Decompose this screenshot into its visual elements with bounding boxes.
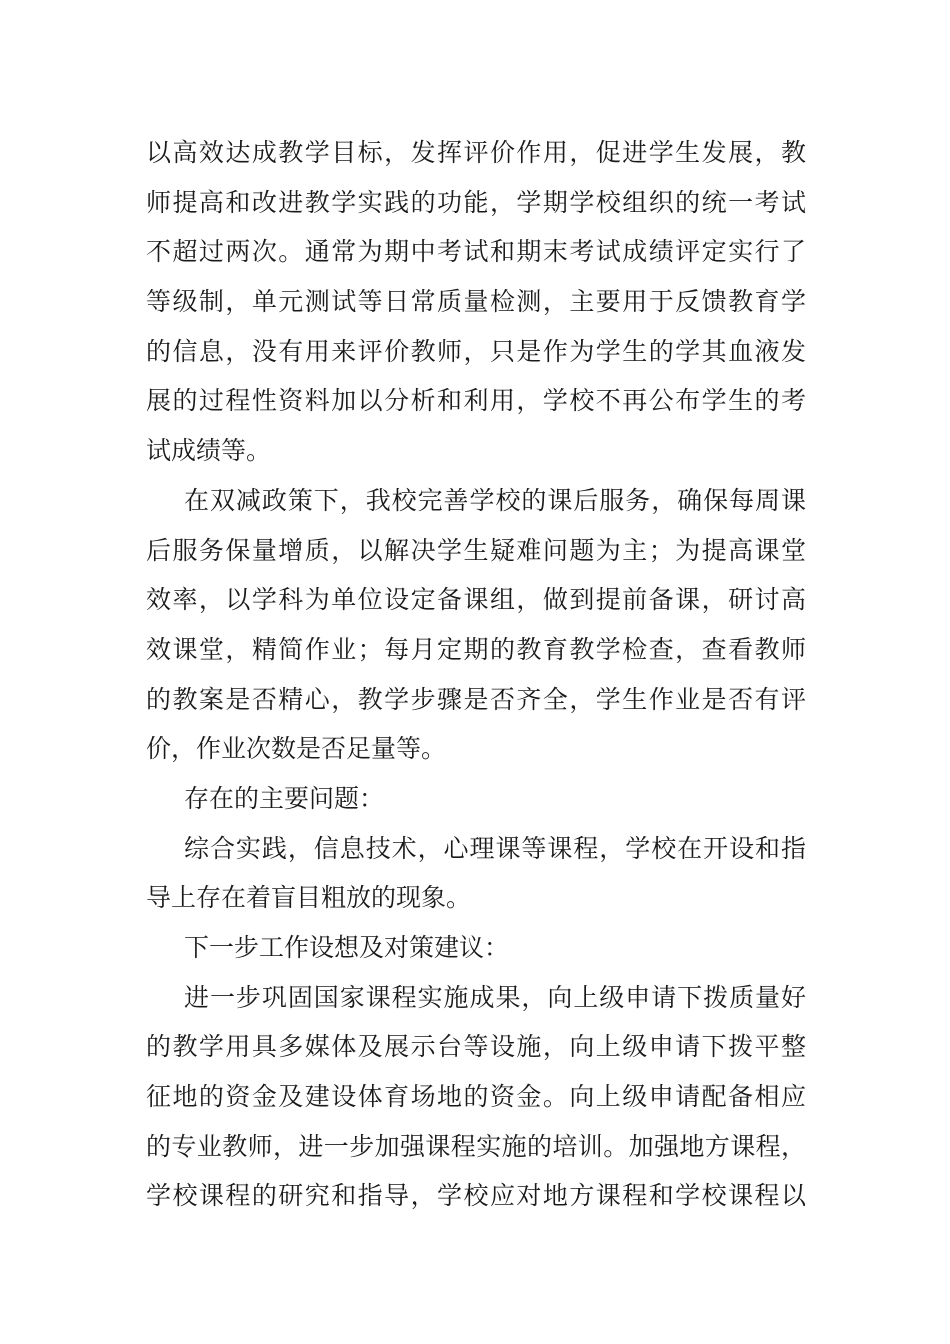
text-line: 导上存在着盲目粗放的现象。 (146, 883, 472, 913)
text-line: 后服务保量增质，以解决学生疑难问题为主；为提高课堂 (146, 535, 806, 565)
section-heading: 下一步工作设想及对策建议： (184, 933, 510, 962)
text-line: 等级制，单元测试等日常质量检测，主要用于反馈教育学 (146, 287, 806, 317)
document-body (146, 128, 806, 1221)
text-line: 的信息，没有用来评价教师，只是作为学生的学其血液发 (146, 336, 806, 366)
text-line: 试成绩等。 (146, 436, 272, 466)
text-line: 师提高和改进教学实践的功能，学期学校组织的统一考试 (146, 187, 806, 217)
text-line: 不超过两次。通常为期中考试和期末考试成绩评定实行了 (146, 237, 806, 267)
text-line: 征地的资金及建设体育场地的资金。向上级申请配备相应 (146, 1082, 806, 1112)
text-line: 效率，以学科为单位设定备课组，做到提前备课，研讨高 (146, 585, 806, 615)
text-line: 的教学用具多媒体及展示台等设施，向上级申请下拨平整 (146, 1032, 806, 1062)
text-line: 的专业教师，进一步加强课程实施的培训。加强地方课程， (146, 1131, 806, 1161)
text-line: 的教案是否精心，教学步骤是否齐全，学生作业是否有评 (146, 684, 806, 714)
text-line: 效课堂，精简作业；每月定期的教育教学检查，查看教师 (146, 634, 806, 664)
paragraph-start-line: 综合实践，信息技术，心理课等课程，学校在开设和指 (184, 833, 806, 863)
paragraph-start-line: 在双减政策下，我校完善学校的课后服务，确保每周课 (184, 485, 806, 515)
text-line: 展的过程性资料加以分析和利用，学校不再公布学生的考 (146, 386, 806, 416)
text-line: 以高效达成教学目标，发挥评价作用，促进学生发展，教 (146, 138, 806, 167)
text-line: 学校课程的研究和指导，学校应对地方课程和学校课程以 (146, 1181, 806, 1211)
paragraph-start-line: 进一步巩固国家课程实施成果，向上级申请下拨质量好 (184, 982, 806, 1012)
section-heading: 存在的主要问题： (184, 783, 385, 813)
text-line: 价，作业次数是否足量等。 (146, 734, 447, 764)
